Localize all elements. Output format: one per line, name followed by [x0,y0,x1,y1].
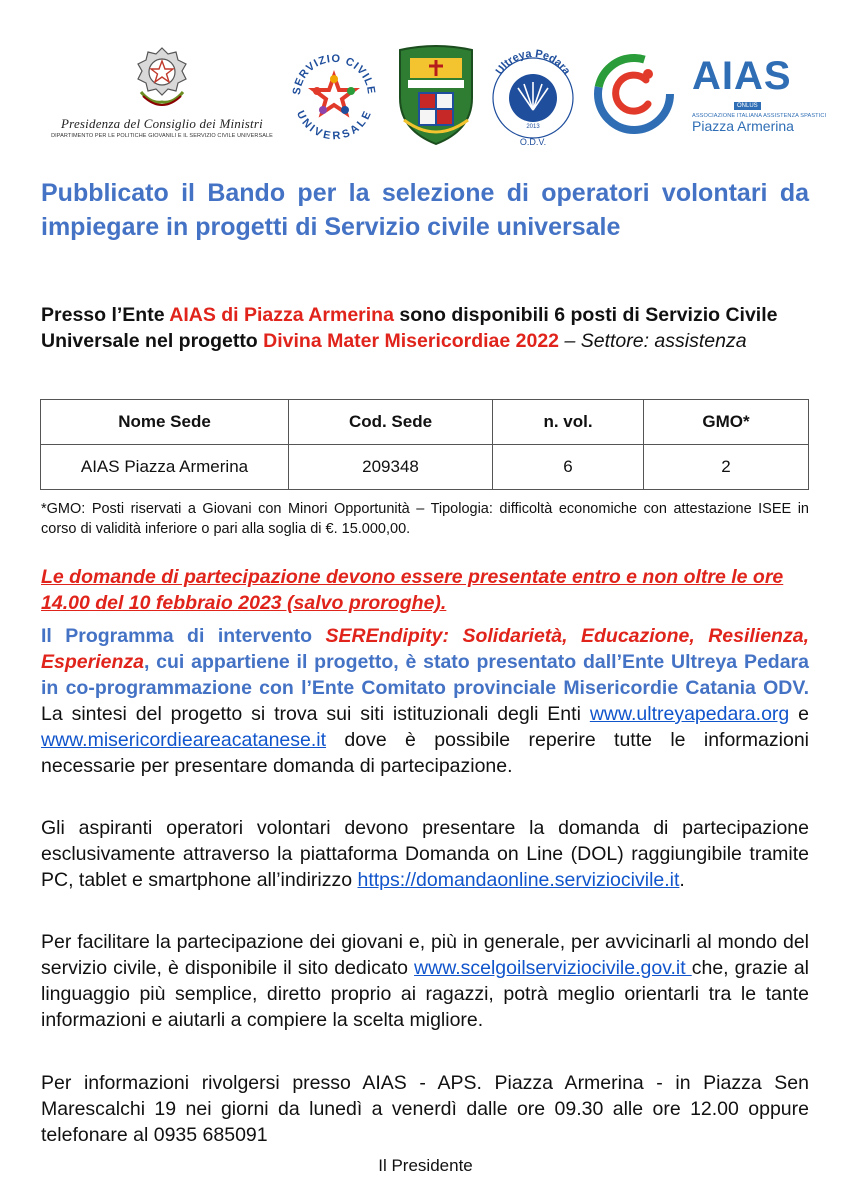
intro-settore: – Settore: assistenza [559,330,747,352]
programma-text-e: dove è possibile reperire tutte le informazioni necessarie per presentare domanda di partecipazione. [41,729,809,777]
scu-arc-top: SERVIZIO CIVILE [290,52,378,96]
ultreya-odv: O.D.V. [519,137,547,147]
ultreya-link[interactable]: www.ultreyapedara.org [589,703,790,725]
programma-text-b: , cui appartiene il progetto, è stato presentato dall’Ente Ultreya Pedara in co-programmazione con l’Ente Comitato provinciale Misericordie Catania ODV. [41,651,809,699]
logo-strip [0,40,851,150]
intro-text-2: sono disponibili 6 posti di Servizio Civile Universale nel progetto [41,304,778,352]
domanda-text-a: Gli aspiranti operatori volontari devono presentare la domanda di partecipazione esclusivamente attraverso la piattaforma Domanda on Line (DOL) raggiungibile tramite PC, tablet e smartphone all’indirizzo [41,817,809,891]
svg-text:Ultreya Pedara [494,48,573,78]
italian-emblem-icon [133,44,191,112]
intro-paragraph [41,302,809,354]
intro-text-1: Presso l’Ente [41,304,170,326]
facilitare-text-b: che, grazie al linguaggio più semplice, diretto proprio ai ragazzi, potrà meglio orientarli tra le tante informazioni e aiutarli a compiere la scelta migliore. [41,957,810,1031]
sedi-table [40,399,809,490]
table-header: Nome Sede [41,400,289,445]
aias-wordmark: AIAS [692,54,792,98]
ultreya-arc-text: Ultreya Pedara [493,48,573,78]
presidenza-name: Presidenza del Consiglio dei Ministri [61,116,263,131]
gmo-note: *GMO: Posti riservati a Giovani con Minori Opportunità – Tipologia: difficoltà economiche con attestazione ISEE in corso di validità inferiore o pari alla soglia di €. 15.000,00. [41,501,809,537]
table-cell: AIAS Piazza Armerina [41,445,289,490]
misericordie-link[interactable]: www.misericordieareacatanese.it [41,729,327,751]
presidenza-logo [48,44,276,139]
table-row [41,445,809,490]
informazioni-paragraph: Per informazioni rivolgersi presso AIAS - APS. Piazza Armerina - in Piazza Sen Marescalchi 19 nei giorni da lunedì a venerdì dalle ore 09.30 alle ore 12.00 oppure telefonare al 0935 685091 [41,1072,809,1146]
ultreya-year: 2013 [526,124,540,130]
table-header-row [41,400,809,445]
table-header: Cod. Sede [289,400,493,445]
table-cell: 6 [493,445,644,490]
intro-progetto: Divina Mater Misericordiae 2022 [263,330,560,352]
table-header: GMO* [644,400,809,445]
table-cell: 2 [644,445,809,490]
intro-ente: AIAS di Piazza Armerina [169,304,394,326]
star-icon [313,75,355,114]
svg-text:UNIVERSALE [294,109,374,143]
ultreya-pedara-logo [488,48,578,153]
facilitare-paragraph [41,929,809,1033]
table-header: n. vol. [493,400,644,445]
signature: Il Presidente [378,1156,473,1175]
domanda-text-b: . [679,869,685,891]
programma-text-a: Il Programma di intervento [41,625,326,647]
table-cell: 209348 [289,445,493,490]
aias-ring-logo [592,52,676,141]
aias-onlus-tag: ONLUS [734,102,761,110]
facilitare-text-a: Per facilitare la partecipazione dei giovani e, più in generale, per avvicinarli al mondo del servizio civile, è disponibile il sito dedicato [41,931,809,979]
scelgo-link[interactable]: www.scelgoilserviziocivile.gov.it [414,957,692,979]
programma-name: SEREndipity: Solidarietà, Educazione, Resilienza, Esperienza [41,625,809,673]
misericordie-shield-logo [396,44,476,153]
presidenza-department: DIPARTIMENTO PER LE POLITICHE GIOVANILI E IL SERVIZIO CIVILE UNIVERSALE [51,133,273,139]
page-title: Pubblicato il Bando per la selezione di operatori volontari da impiegare in progetti di Servizio civile universale [41,179,809,241]
aias-subtitle: ASSOCIAZIONE ITALIANA ASSISTENZA SPASTICI [692,113,827,119]
domanda-online-link[interactable]: https://domandaonline.serviziocivile.it [357,869,680,891]
scu-arc-bottom: UNIVERSALE [293,108,375,143]
deadline-notice: Le domande di partecipazione devono essere presentate entro e non oltre le ore 14.00 del 10 febbraio 2023 (salvo proroghe). [41,566,784,614]
aias-logo [692,54,827,134]
programma-text-c: La sintesi del progetto si trova sui siti istituzionali degli Enti [41,703,590,725]
aias-city: Piazza Armerina [692,118,794,134]
programma-paragraph [41,623,809,779]
servizio-civile-logo [286,48,382,149]
domanda-paragraph [41,815,809,893]
programma-text-d: e [789,703,809,725]
